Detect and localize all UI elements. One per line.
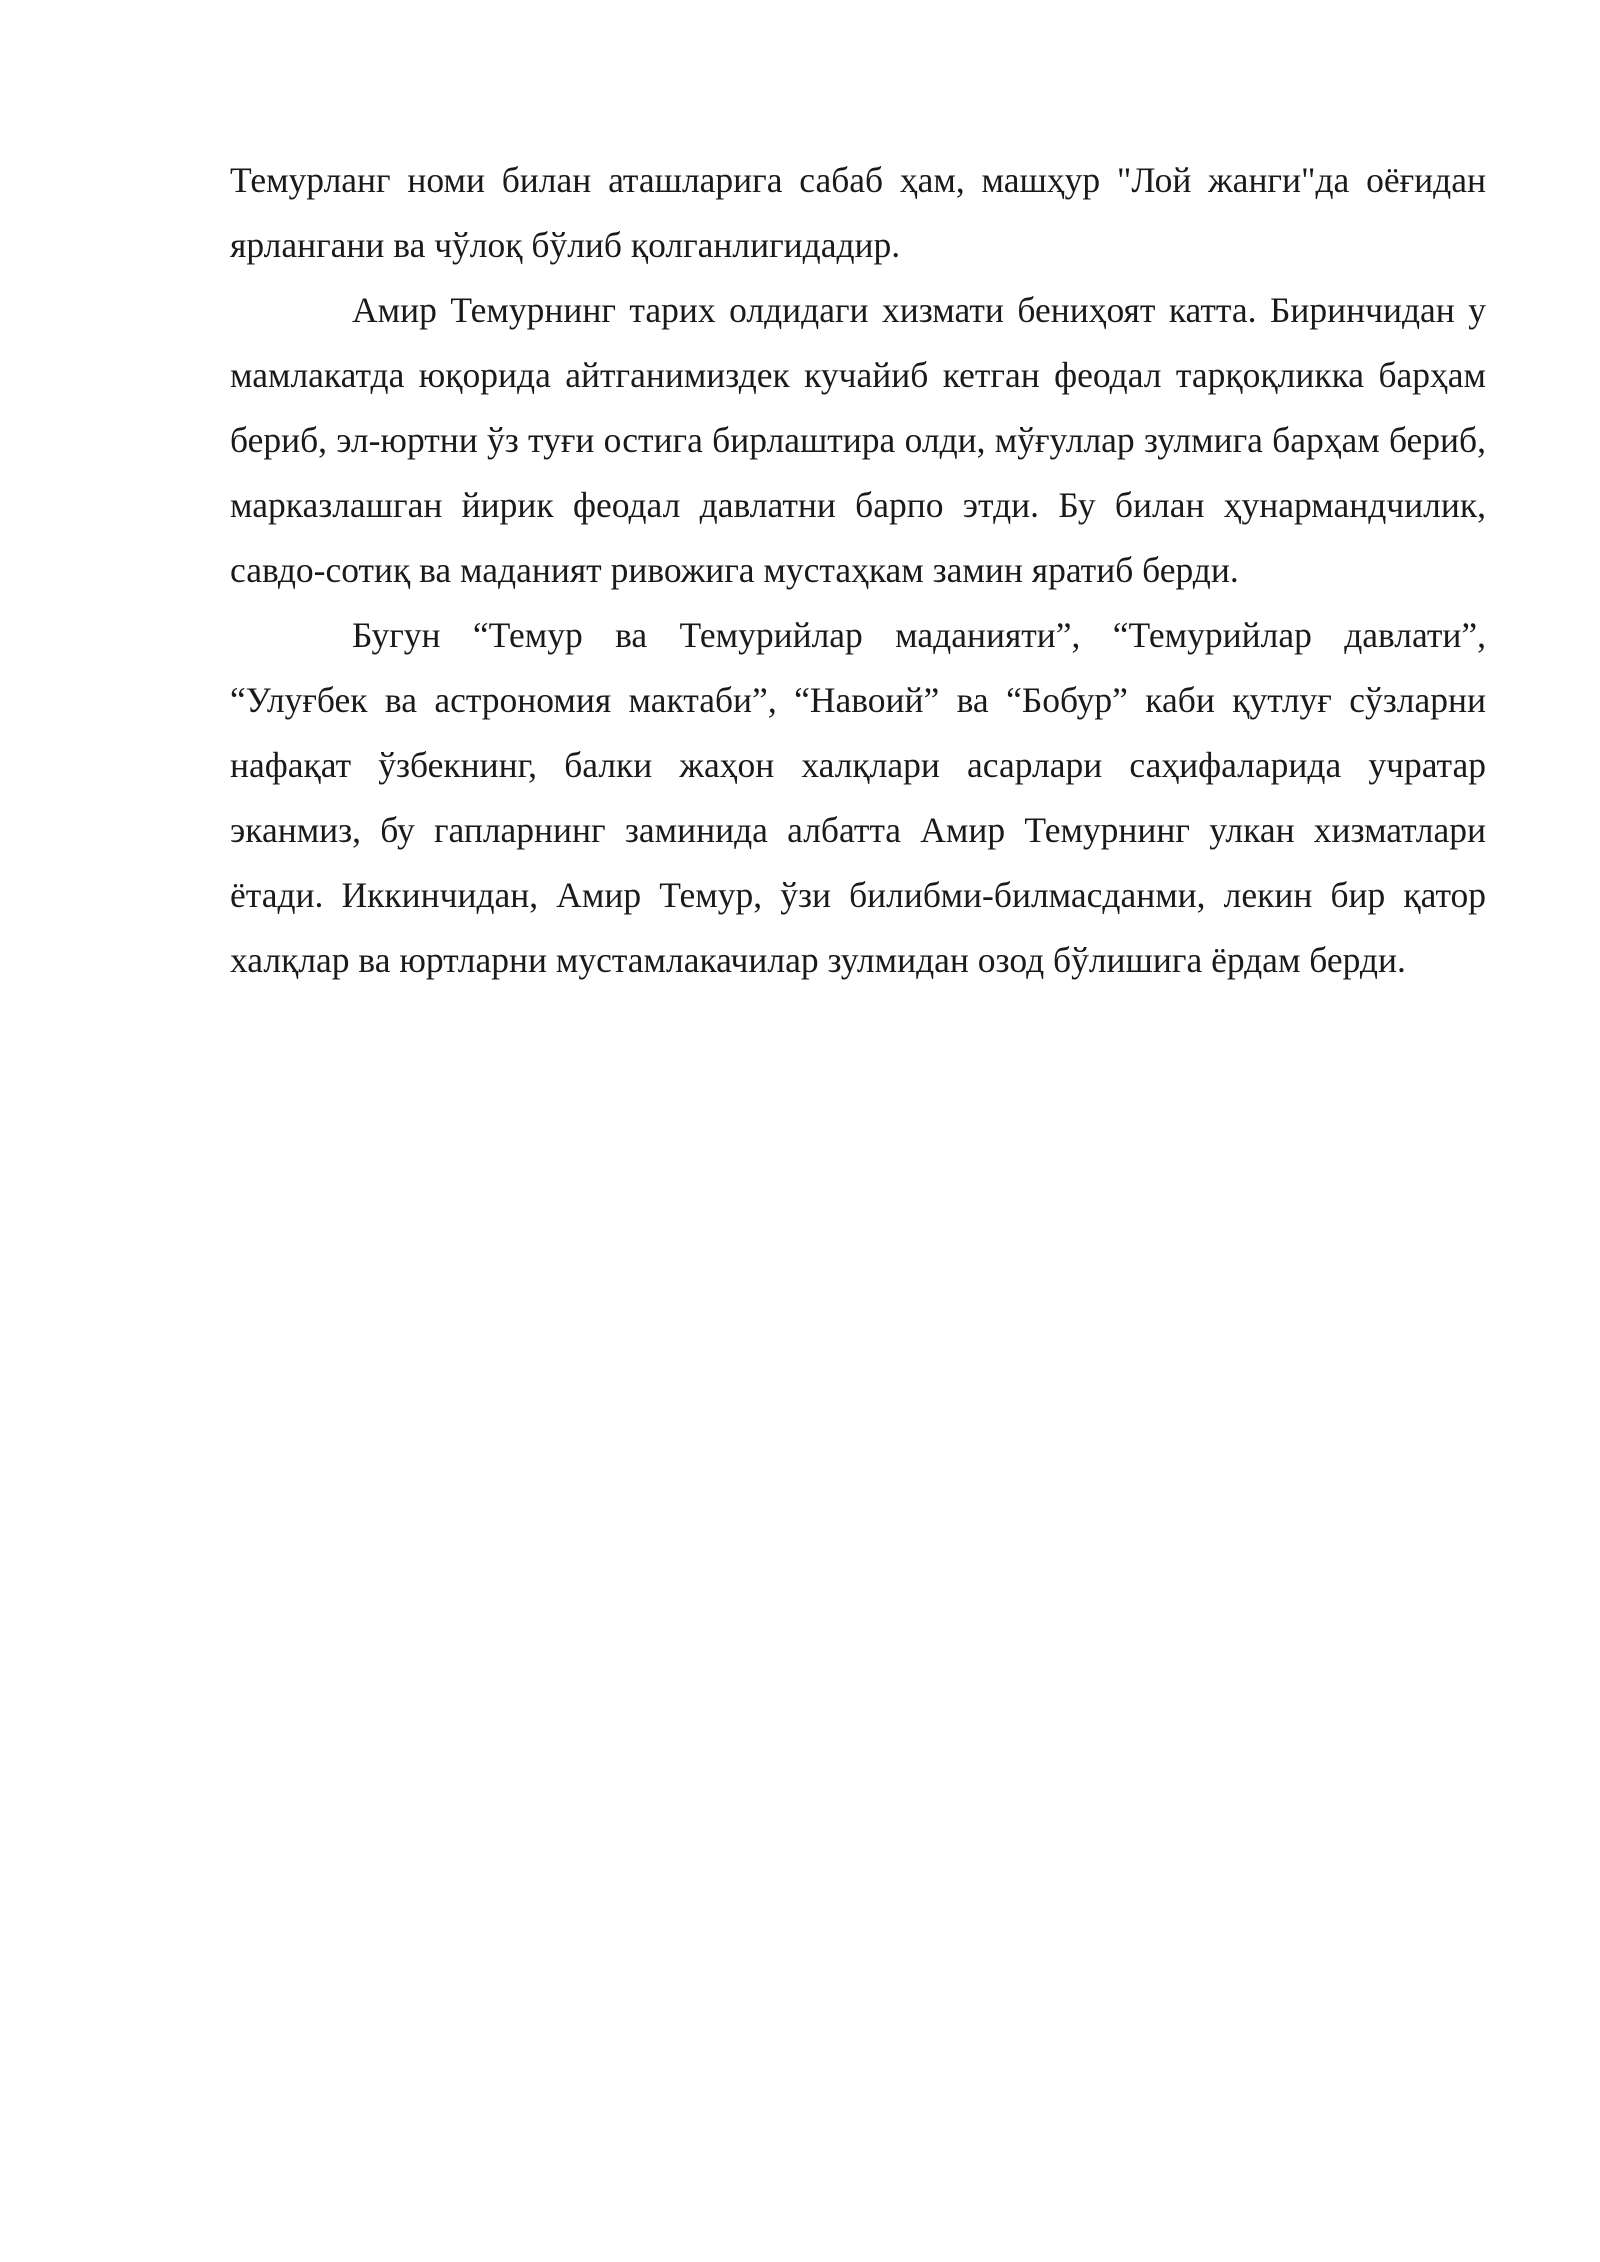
paragraph-2: Амир Темурнинг тарих олдидаги хизмати бениҳоят катта. Биринчидан у мамлакатда юқорида айтганимиздек кучайиб кетган феодал тарқоқликка барҳам бериб, эл-юртни ўз туғи остига бирлаштира олди, мўғуллар зулмига барҳам бериб, марказлашган йирик феодал давлатни барпо этди. Бу билан ҳунармандчилик, савдо-сотиқ ва маданият ривожига мустаҳкам замин яратиб берди. (230, 290, 1486, 590)
document-body (230, 148, 1486, 993)
paragraph-3: Бугун “Темур ва Темурийлар маданияти”, “Темурийлар давлати”, “Улуғбек ва астрономия мактаби”, “Навоий” ва “Бобур” каби қутлуғ сўзларни нафақат ўзбекнинг, балки жаҳон халқлари асарлари саҳифаларида учратар эканмиз, бу гапларнинг заминида албатта Амир Темурнинг улкан хизматлари ётади. Иккинчидан, Амир Темур, ўзи билибми-билмасданми, лекин бир қатор халқлар ва юртларни мустамлакачилар зулмидан озод бўлишига ёрдам берди. (230, 615, 1486, 980)
paragraph-1: Темурланг номи билан аташларига сабаб ҳам, машҳур "Лой жанги"да оёғидан ярлангани ва чўлоқ бўлиб қолганлигидадир. (230, 160, 1486, 265)
